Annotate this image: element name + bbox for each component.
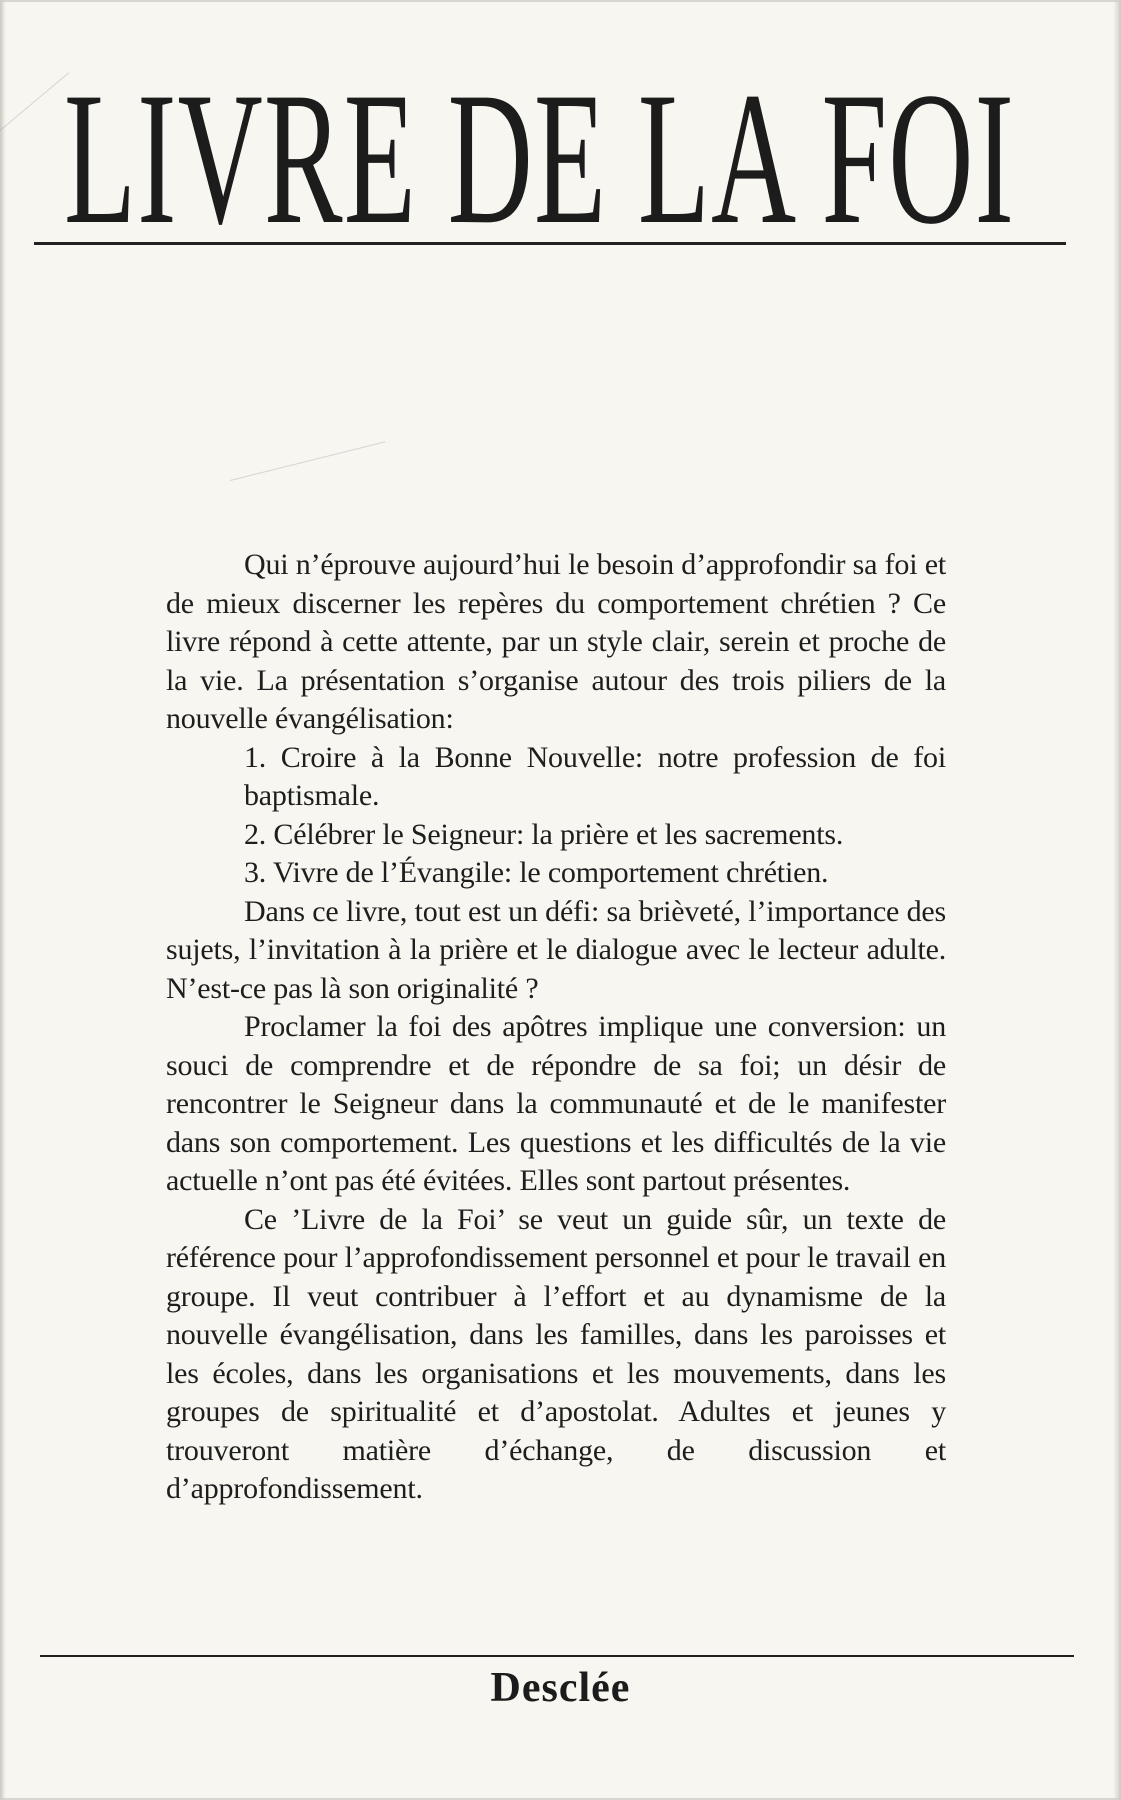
publisher-rule [40, 1655, 1074, 1657]
cover-right-edge [1113, 0, 1121, 1800]
back-cover-blurb [166, 546, 946, 1509]
cover-left-edge [0, 0, 6, 1800]
publisher-name: Desclée [490, 1665, 631, 1711]
paper-scratch [230, 441, 385, 481]
blurb-list-item: 2. Célébrer le Seigneur: la prière et les sacrements. [244, 817, 844, 851]
blurb-list-item: 3. Vivre de l’Évangile: le comportement chrétien. [244, 856, 829, 889]
blurb-list-item: 1. Croire à la Bonne Nouvelle: notre profession de foi baptismale. [244, 740, 946, 812]
blurb-paragraph: Proclamer la foi des apôtres implique une conversion: un souci de comprendre et de répondre de sa foi; un désir de rencontrer le Seigneur dans la communauté et de le manifester dans son comportement. Les questions et les difficultés de la vie actuelle n’ont pas été évitées. Elles sont partout présentes. [166, 1010, 946, 1197]
blurb-paragraph: Qui n’éprouve aujourd’hui le besoin d’approfondir sa foi et de mieux discerner les repères du comportement chrétien ? Ce livre répond à cette attente, par un style clair, serein et proche de la vie. La présentation s’organise autour des trois piliers de la nouvelle évangélisation: [166, 548, 946, 735]
blurb-paragraph: Ce ’Livre de la Foi’ se veut un guide sûr, un texte de référence pour l’approfondissement personnel et pour le travail en groupe. Il veut contribuer à l’effort et au dynamisme de la nouvelle évangélisation, dans les familles, dans les paroisses et les écoles, dans les organisations et les mouvements, dans les groupes de spiritualité et d’apostolat. Adultes et jeunes y trouveront matière d’échange, de discussion et d’approfondissement. [166, 1202, 946, 1505]
book-title: LIVRE DE LA FOI [64, 54, 1016, 264]
title-rule [34, 242, 1066, 245]
paper-scratch [0, 72, 69, 131]
blurb-paragraph: Dans ce livre, tout est un défi: sa brièveté, l’importance des sujets, l’invitation à la prière et le dialogue avec le lecteur adulte. N’est-ce pas là son originalité ? [166, 894, 946, 1005]
